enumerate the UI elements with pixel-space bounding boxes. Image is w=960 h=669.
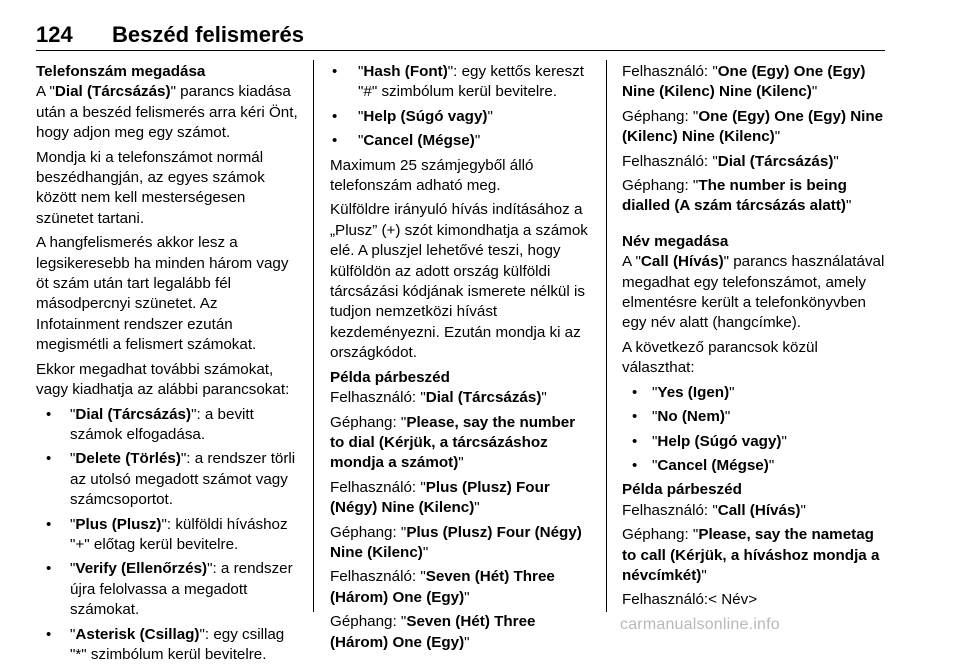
- paragraph-international: Külföldre irányuló hívás indításához a „Plusz” (+) szót kimondhatja a számok elé. A pluszjel lehetővé teszi, hogy külföldön az adott ország külföldi tárcsázási kódjának ismerete nélkül is tudjon nemzetközi hívást kezdeményezni. Ezután mondja ki az országkódot.: [330, 201, 588, 362]
- quote-end: ": [464, 588, 470, 606]
- command-text: Plus (Plusz): [75, 515, 162, 533]
- command-desc: ": a rendszer újra felolvassa a megadott számokat.: [70, 560, 293, 619]
- spoken-text: Dial (Tárcsázás): [717, 152, 834, 170]
- command-text: Dial (Tárcsázás): [75, 405, 192, 423]
- spoken-text: Please, say the nametag to call (Kérjük, a híváshoz mondja a névcímkét): [622, 526, 880, 584]
- command-list-2: [330, 62, 592, 152]
- paragraph-pause-hint: A hangfelismerés akkor lesz a legsikeresebb ha minden három vagy öt szám után tart legalább fél másodpercnyi szünetet. Az Infotainment rendszer ezután megismétli a felismert számokat.: [36, 234, 289, 354]
- quote-end: ": [541, 389, 547, 407]
- heading-example-dialog: Példa párbeszéd: [330, 368, 450, 386]
- speaker: Felhasználó: ": [330, 478, 426, 496]
- quote-end: ": [774, 128, 781, 146]
- quote-end: ": [845, 197, 852, 215]
- command-text: Yes (Igen): [657, 383, 730, 401]
- command-desc: ": [474, 132, 481, 150]
- command-text: Dial (Tárcsázás): [54, 83, 171, 101]
- command-text: Hash (Font): [363, 63, 448, 80]
- list-item: • "Dial (Tárcsázás)": a bevitt számok elfogadása.: [36, 405, 298, 446]
- list-item: • "Help (Súgó vagy)": [330, 107, 592, 127]
- command-text: No (Nem): [657, 408, 725, 426]
- watermark-text: carmanualsonline.info: [620, 616, 780, 633]
- column-divider-2: [606, 60, 607, 612]
- list-item: • "Asterisk (Csillag)": egy csillag "*" szimbólum kerül bevitelre.: [36, 625, 298, 666]
- spoken-text: Plus (Plusz) Four (Négy) Nine (Kilenc): [330, 478, 550, 517]
- list-item: • "No (Nem)": [622, 407, 888, 427]
- list-item: • "Yes (Igen)": [622, 383, 888, 403]
- command-desc: ": egy kettős kereszt "#" szimbólum kerül bevitelre.: [358, 63, 585, 101]
- quote-end: ": [833, 152, 839, 170]
- list-item: • "Plus (Plusz)": külföldi híváshoz "+" előtag kerül bevitelre.: [36, 515, 298, 556]
- spoken-text: Seven (Hét) Three (Három) One (Egy): [330, 613, 536, 651]
- command-desc: ": [781, 432, 787, 450]
- quote-end: ": [701, 566, 707, 584]
- list-item: • "Delete (Törlés)": a rendszer törli az utolsó megadott számot vagy számcsoportot.: [36, 449, 298, 510]
- quote-end: ": [422, 543, 429, 561]
- list-item: • "Help (Súgó vagy)": [622, 432, 888, 452]
- dialog-line: [330, 523, 592, 564]
- text: " parancs használatával megadhat egy telefonszámot, amely elmentésre került a telefonkönyvben egy név alatt (hangcímke).: [622, 253, 885, 332]
- dialog-line: [330, 478, 592, 519]
- dialog-line: [622, 176, 888, 217]
- spoken-text: Dial (Tárcsázás): [425, 389, 542, 407]
- command-text: Cancel (Mégse): [363, 132, 475, 150]
- list-item: • "Cancel (Mégse)": [330, 131, 592, 151]
- section-title: Beszéd felismerés: [112, 22, 304, 47]
- command-desc: ": [729, 383, 735, 401]
- dialog-line: [330, 612, 592, 653]
- speaker: Géphang: ": [622, 526, 699, 544]
- column-3: [622, 62, 888, 615]
- heading-example-dialog: Példa párbeszéd: [622, 481, 742, 499]
- command-text: Verify (Ellenőrzés): [75, 560, 208, 578]
- dialog-line: [622, 501, 888, 521]
- dialog-line: [330, 413, 592, 474]
- command-desc: ": [768, 456, 775, 474]
- command-text: Delete (Törlés): [75, 450, 181, 468]
- speaker: Géphang: ": [330, 613, 407, 631]
- text: A ": [36, 83, 55, 101]
- quote-end: ": [474, 499, 480, 517]
- speaker: Géphang: ": [330, 413, 407, 431]
- page-header: [36, 22, 886, 52]
- speaker: Géphang: ": [622, 107, 699, 125]
- command-text: Cancel (Mégse): [657, 456, 769, 474]
- list-item: • "Verify (Ellenőrzés)": a rendszer újra felolvassa a megadott számokat.: [36, 559, 298, 620]
- speaker: Felhasználó: ": [622, 152, 718, 170]
- command-list-1: [36, 405, 298, 666]
- dialog-line: [330, 388, 592, 408]
- paragraph-dial-intro: [36, 82, 298, 143]
- command-text: Help (Súgó vagy): [657, 432, 782, 450]
- command-desc: ": a bevitt számok elfogadása.: [70, 405, 254, 443]
- list-item: • "Hash (Font)": egy kettős kereszt "#" szimbólum kerül bevitelre.: [330, 62, 592, 103]
- command-desc: ": külföldi híváshoz "+" előtag kerül bevitelre.: [70, 515, 288, 553]
- paragraph-call-intro: [622, 252, 888, 334]
- dialog-line: [622, 525, 888, 586]
- command-desc: ": [487, 107, 493, 125]
- command-desc: ": egy csillag "*" szimbólum kerül bevitelre.: [70, 625, 285, 663]
- spoken-text: Call (Hívás): [717, 501, 801, 519]
- column-divider-1: [313, 60, 314, 612]
- quote-end: ": [464, 633, 470, 651]
- heading-name-entry: Név megadása: [622, 232, 729, 250]
- column-2: [330, 62, 592, 657]
- list-item: • "Cancel (Mégse)": [622, 456, 888, 476]
- text: A ": [622, 253, 641, 271]
- dialog-line: [622, 152, 888, 172]
- column-1: [36, 62, 298, 669]
- dialog-line: [622, 107, 888, 148]
- page-number: 124: [36, 22, 73, 47]
- paragraph-commands-intro: Ekkor megadhat további számokat, vagy kiadhatja az alábbi parancsokat:: [36, 360, 290, 399]
- command-text: Asterisk (Csillag): [75, 625, 200, 643]
- paragraph-choose-commands: A következő parancsok közül választhat:: [622, 338, 818, 377]
- spoken-text: Seven (Hét) Three (Három) One (Egy): [330, 568, 555, 606]
- command-text: Help (Súgó vagy): [363, 107, 488, 125]
- speaker: Felhasználó: ": [330, 568, 426, 586]
- command-desc: ": a rendszer törli az utolsó megadott számot vagy számcsoportot.: [70, 450, 296, 509]
- dialog-line: [330, 567, 592, 608]
- spoken-text: The number is being dialled (A szám tárcsázás alatt): [622, 177, 847, 215]
- quote-end: ": [458, 454, 464, 472]
- speaker: Felhasználó: ": [622, 63, 718, 80]
- speaker: Géphang: ": [330, 523, 407, 541]
- command-list-3: [622, 383, 888, 477]
- quote-end: ": [800, 501, 806, 519]
- paragraph-max-digits: Maximum 25 számjegyből álló telefonszám adható meg.: [330, 156, 534, 195]
- spoken-text: One (Egy) One (Egy) Nine (Kilenc) Nine (Kilenc): [622, 107, 884, 146]
- paragraph-speak-number: Mondja ki a telefonszámot normál beszédhangján, az egyes számok között nem kell mesterségesen szünetet tartani.: [36, 148, 265, 227]
- dialog-line-last: Felhasználó:< Név>: [622, 591, 758, 609]
- text: " parancs kiadása után a beszéd felismerés arra kéri Önt, hogy adjon meg egy számot.: [36, 83, 298, 142]
- speaker: Felhasználó: ": [622, 501, 718, 519]
- spoken-text: One (Egy) One (Egy) Nine (Kilenc) Nine (Kilenc): [622, 63, 866, 101]
- quote-end: ": [811, 83, 818, 101]
- command-desc: ": [724, 408, 731, 426]
- speaker: Géphang: ": [622, 177, 699, 195]
- heading-phone-number-entry: Telefonszám megadása: [36, 63, 206, 80]
- header-rule: [36, 50, 885, 51]
- spoken-text: Please, say the number to dial (Kérjük, a tárcsázáshoz mondja a számot): [330, 413, 576, 472]
- dialog-line: [622, 62, 888, 103]
- spoken-text: Plus (Plusz) Four (Négy) Nine (Kilenc): [330, 523, 582, 561]
- command-text: Call (Hívás): [640, 253, 724, 271]
- speaker: Felhasználó: ": [330, 389, 426, 407]
